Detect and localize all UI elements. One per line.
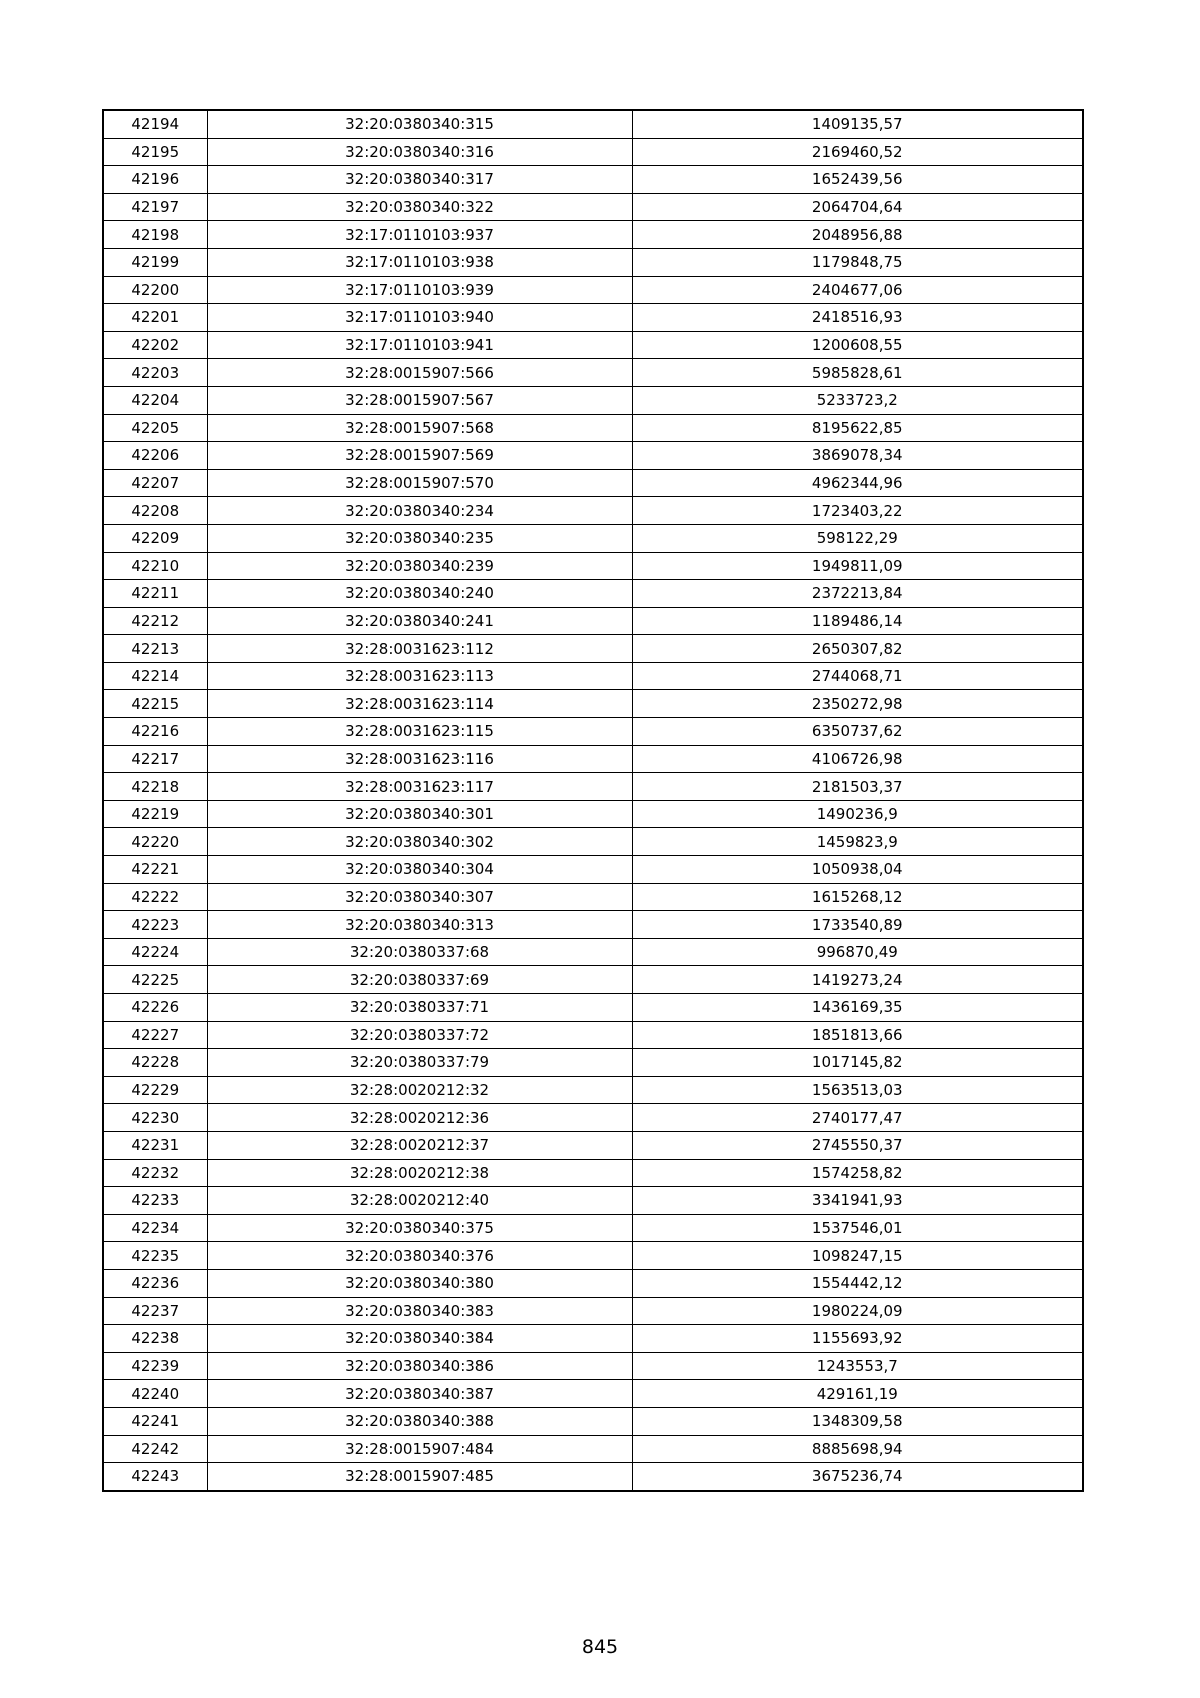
row-number-cell: 42198 — [103, 221, 207, 249]
row-number-cell: 42216 — [103, 718, 207, 746]
value-cell: 2745550,37 — [632, 1131, 1083, 1159]
value-cell: 1155693,92 — [632, 1325, 1083, 1353]
cadastral-number-cell: 32:28:0015907:569 — [207, 442, 632, 470]
table-row — [103, 1187, 1083, 1215]
value-cell: 1574258,82 — [632, 1159, 1083, 1187]
table-row — [103, 773, 1083, 801]
row-number-cell: 42194 — [103, 110, 207, 138]
row-number-cell: 42220 — [103, 828, 207, 856]
row-number-cell: 42202 — [103, 331, 207, 359]
cadastral-number-cell: 32:20:0380340:388 — [207, 1407, 632, 1435]
cadastral-number-cell: 32:20:0380340:301 — [207, 800, 632, 828]
row-number-cell: 42207 — [103, 469, 207, 497]
table-row — [103, 607, 1083, 635]
table-row — [103, 966, 1083, 994]
table-row — [103, 1049, 1083, 1077]
row-number-cell: 42237 — [103, 1297, 207, 1325]
row-number-cell: 42217 — [103, 745, 207, 773]
cadastral-number-cell: 32:28:0015907:484 — [207, 1435, 632, 1463]
page-number: 845 — [581, 1636, 619, 1658]
cadastral-number-cell: 32:20:0380340:380 — [207, 1269, 632, 1297]
table-row — [103, 1242, 1083, 1270]
row-number-cell: 42240 — [103, 1380, 207, 1408]
row-number-cell: 42238 — [103, 1325, 207, 1353]
row-number-cell: 42241 — [103, 1407, 207, 1435]
cadastral-number-cell: 32:20:0380340:317 — [207, 166, 632, 194]
cadastral-number-cell: 32:17:0110103:939 — [207, 276, 632, 304]
table-row — [103, 745, 1083, 773]
row-number-cell: 42214 — [103, 662, 207, 690]
cadastral-number-cell: 32:20:0380340:239 — [207, 552, 632, 580]
table-row — [103, 1131, 1083, 1159]
table-row — [103, 1352, 1083, 1380]
row-number-cell: 42227 — [103, 1021, 207, 1049]
value-cell: 1490236,9 — [632, 800, 1083, 828]
cadastral-number-cell: 32:17:0110103:940 — [207, 304, 632, 332]
table-row — [103, 524, 1083, 552]
value-cell: 598122,29 — [632, 524, 1083, 552]
value-cell: 3341941,93 — [632, 1187, 1083, 1215]
table-row — [103, 1380, 1083, 1408]
row-number-cell: 42200 — [103, 276, 207, 304]
value-cell: 1098247,15 — [632, 1242, 1083, 1270]
data-table-container — [102, 109, 1082, 1492]
cadastral-number-cell: 32:28:0031623:117 — [207, 773, 632, 801]
cadastral-number-cell: 32:28:0020212:40 — [207, 1187, 632, 1215]
value-cell: 1537546,01 — [632, 1214, 1083, 1242]
row-number-cell: 42209 — [103, 524, 207, 552]
table-row — [103, 1076, 1083, 1104]
value-cell: 1200608,55 — [632, 331, 1083, 359]
cadastral-number-cell: 32:28:0031623:115 — [207, 718, 632, 746]
cadastral-number-cell: 32:28:0020212:36 — [207, 1104, 632, 1132]
table-row — [103, 386, 1083, 414]
cadastral-number-cell: 32:20:0380337:79 — [207, 1049, 632, 1077]
value-cell: 2744068,71 — [632, 662, 1083, 690]
cadastral-number-cell: 32:20:0380340:313 — [207, 911, 632, 939]
table-row — [103, 856, 1083, 884]
cadastral-number-cell: 32:17:0110103:938 — [207, 248, 632, 276]
value-cell: 1419273,24 — [632, 966, 1083, 994]
table-row — [103, 469, 1083, 497]
cadastral-number-cell: 32:28:0031623:114 — [207, 690, 632, 718]
value-cell: 3869078,34 — [632, 442, 1083, 470]
table-row — [103, 1159, 1083, 1187]
row-number-cell: 42232 — [103, 1159, 207, 1187]
row-number-cell: 42208 — [103, 497, 207, 525]
cadastral-number-cell: 32:20:0380340:384 — [207, 1325, 632, 1353]
value-cell: 1050938,04 — [632, 856, 1083, 884]
table-row — [103, 828, 1083, 856]
table-row — [103, 304, 1083, 332]
table-row — [103, 635, 1083, 663]
value-cell: 1243553,7 — [632, 1352, 1083, 1380]
value-cell: 1436169,35 — [632, 994, 1083, 1022]
value-cell: 2404677,06 — [632, 276, 1083, 304]
table-row — [103, 1435, 1083, 1463]
value-cell: 5233723,2 — [632, 386, 1083, 414]
cadastral-number-cell: 32:28:0031623:112 — [207, 635, 632, 663]
row-number-cell: 42243 — [103, 1463, 207, 1491]
value-cell: 1459823,9 — [632, 828, 1083, 856]
cadastral-number-cell: 32:20:0380340:241 — [207, 607, 632, 635]
table-row — [103, 1021, 1083, 1049]
value-cell: 1017145,82 — [632, 1049, 1083, 1077]
value-cell: 1189486,14 — [632, 607, 1083, 635]
row-number-cell: 42206 — [103, 442, 207, 470]
cadastral-number-cell: 32:28:0020212:32 — [207, 1076, 632, 1104]
cadastral-number-cell: 32:20:0380340:302 — [207, 828, 632, 856]
value-cell: 1980224,09 — [632, 1297, 1083, 1325]
cadastral-number-cell: 32:20:0380340:235 — [207, 524, 632, 552]
value-cell: 2181503,37 — [632, 773, 1083, 801]
row-number-cell: 42215 — [103, 690, 207, 718]
cadastral-number-cell: 32:17:0110103:937 — [207, 221, 632, 249]
table-row — [103, 1297, 1083, 1325]
value-cell: 2418516,93 — [632, 304, 1083, 332]
value-cell: 1348309,58 — [632, 1407, 1083, 1435]
row-number-cell: 42226 — [103, 994, 207, 1022]
row-number-cell: 42229 — [103, 1076, 207, 1104]
row-number-cell: 42211 — [103, 580, 207, 608]
row-number-cell: 42196 — [103, 166, 207, 194]
row-number-cell: 42213 — [103, 635, 207, 663]
value-cell: 5985828,61 — [632, 359, 1083, 387]
value-cell: 1652439,56 — [632, 166, 1083, 194]
cadastral-number-cell: 32:20:0380337:71 — [207, 994, 632, 1022]
table-row — [103, 276, 1083, 304]
row-number-cell: 42225 — [103, 966, 207, 994]
value-cell: 4106726,98 — [632, 745, 1083, 773]
cadastral-number-cell: 32:28:0015907:566 — [207, 359, 632, 387]
table-row — [103, 1104, 1083, 1132]
cadastral-number-cell: 32:20:0380340:307 — [207, 883, 632, 911]
table-row — [103, 110, 1083, 138]
cadastral-number-cell: 32:20:0380340:316 — [207, 138, 632, 166]
cadastral-number-cell: 32:20:0380340:386 — [207, 1352, 632, 1380]
cadastral-number-cell: 32:28:0015907:570 — [207, 469, 632, 497]
row-number-cell: 42236 — [103, 1269, 207, 1297]
cadastral-number-cell: 32:17:0110103:941 — [207, 331, 632, 359]
table-row — [103, 800, 1083, 828]
cadastral-number-cell: 32:20:0380340:315 — [207, 110, 632, 138]
row-number-cell: 42234 — [103, 1214, 207, 1242]
value-cell: 2064704,64 — [632, 193, 1083, 221]
value-cell: 2650307,82 — [632, 635, 1083, 663]
value-cell: 2350272,98 — [632, 690, 1083, 718]
cadastral-number-cell: 32:28:0015907:567 — [207, 386, 632, 414]
table-row — [103, 662, 1083, 690]
row-number-cell: 42223 — [103, 911, 207, 939]
table-row — [103, 911, 1083, 939]
row-number-cell: 42195 — [103, 138, 207, 166]
table-row — [103, 994, 1083, 1022]
row-number-cell: 42199 — [103, 248, 207, 276]
row-number-cell: 42242 — [103, 1435, 207, 1463]
row-number-cell: 42210 — [103, 552, 207, 580]
row-number-cell: 42239 — [103, 1352, 207, 1380]
value-cell: 8195622,85 — [632, 414, 1083, 442]
value-cell: 4962344,96 — [632, 469, 1083, 497]
table-row — [103, 193, 1083, 221]
row-number-cell: 42221 — [103, 856, 207, 884]
table-row — [103, 883, 1083, 911]
data-table — [102, 109, 1084, 1492]
row-number-cell: 42203 — [103, 359, 207, 387]
value-cell: 1409135,57 — [632, 110, 1083, 138]
row-number-cell: 42235 — [103, 1242, 207, 1270]
row-number-cell: 42212 — [103, 607, 207, 635]
row-number-cell: 42224 — [103, 938, 207, 966]
table-row — [103, 580, 1083, 608]
value-cell: 8885698,94 — [632, 1435, 1083, 1463]
value-cell: 1179848,75 — [632, 248, 1083, 276]
cadastral-number-cell: 32:28:0020212:38 — [207, 1159, 632, 1187]
row-number-cell: 42228 — [103, 1049, 207, 1077]
table-row — [103, 690, 1083, 718]
cadastral-number-cell: 32:20:0380340:234 — [207, 497, 632, 525]
value-cell: 3675236,74 — [632, 1463, 1083, 1491]
row-number-cell: 42197 — [103, 193, 207, 221]
table-row — [103, 1463, 1083, 1491]
value-cell: 2372213,84 — [632, 580, 1083, 608]
cadastral-number-cell: 32:28:0015907:485 — [207, 1463, 632, 1491]
value-cell: 2169460,52 — [632, 138, 1083, 166]
value-cell: 996870,49 — [632, 938, 1083, 966]
row-number-cell: 42218 — [103, 773, 207, 801]
value-cell: 2048956,88 — [632, 221, 1083, 249]
table-row — [103, 138, 1083, 166]
table-row — [103, 414, 1083, 442]
table-row — [103, 1269, 1083, 1297]
row-number-cell: 42201 — [103, 304, 207, 332]
value-cell: 1554442,12 — [632, 1269, 1083, 1297]
cadastral-number-cell: 32:28:0015907:568 — [207, 414, 632, 442]
value-cell: 1615268,12 — [632, 883, 1083, 911]
value-cell: 1949811,09 — [632, 552, 1083, 580]
table-row — [103, 497, 1083, 525]
cadastral-number-cell: 32:28:0031623:113 — [207, 662, 632, 690]
value-cell: 1733540,89 — [632, 911, 1083, 939]
cadastral-number-cell: 32:20:0380337:68 — [207, 938, 632, 966]
table-row — [103, 552, 1083, 580]
value-cell: 6350737,62 — [632, 718, 1083, 746]
cadastral-number-cell: 32:28:0020212:37 — [207, 1131, 632, 1159]
cadastral-number-cell: 32:20:0380337:72 — [207, 1021, 632, 1049]
table-row — [103, 166, 1083, 194]
cadastral-number-cell: 32:20:0380340:387 — [207, 1380, 632, 1408]
value-cell: 1563513,03 — [632, 1076, 1083, 1104]
table-row — [103, 718, 1083, 746]
cadastral-number-cell: 32:28:0031623:116 — [207, 745, 632, 773]
table-row — [103, 1214, 1083, 1242]
table-row — [103, 359, 1083, 387]
table-row — [103, 221, 1083, 249]
cadastral-number-cell: 32:20:0380340:240 — [207, 580, 632, 608]
table-row — [103, 248, 1083, 276]
table-row — [103, 331, 1083, 359]
table-row — [103, 1407, 1083, 1435]
cadastral-number-cell: 32:20:0380340:383 — [207, 1297, 632, 1325]
table-row — [103, 938, 1083, 966]
cadastral-number-cell: 32:20:0380340:376 — [207, 1242, 632, 1270]
cadastral-number-cell: 32:20:0380340:322 — [207, 193, 632, 221]
value-cell: 1851813,66 — [632, 1021, 1083, 1049]
row-number-cell: 42230 — [103, 1104, 207, 1132]
table-row — [103, 1325, 1083, 1353]
cadastral-number-cell: 32:20:0380340:375 — [207, 1214, 632, 1242]
value-cell: 1723403,22 — [632, 497, 1083, 525]
row-number-cell: 42231 — [103, 1131, 207, 1159]
value-cell: 429161,19 — [632, 1380, 1083, 1408]
row-number-cell: 42222 — [103, 883, 207, 911]
table-body — [103, 110, 1083, 1491]
cadastral-number-cell: 32:20:0380337:69 — [207, 966, 632, 994]
table-row — [103, 442, 1083, 470]
row-number-cell: 42204 — [103, 386, 207, 414]
row-number-cell: 42219 — [103, 800, 207, 828]
row-number-cell: 42205 — [103, 414, 207, 442]
cadastral-number-cell: 32:20:0380340:304 — [207, 856, 632, 884]
row-number-cell: 42233 — [103, 1187, 207, 1215]
value-cell: 2740177,47 — [632, 1104, 1083, 1132]
